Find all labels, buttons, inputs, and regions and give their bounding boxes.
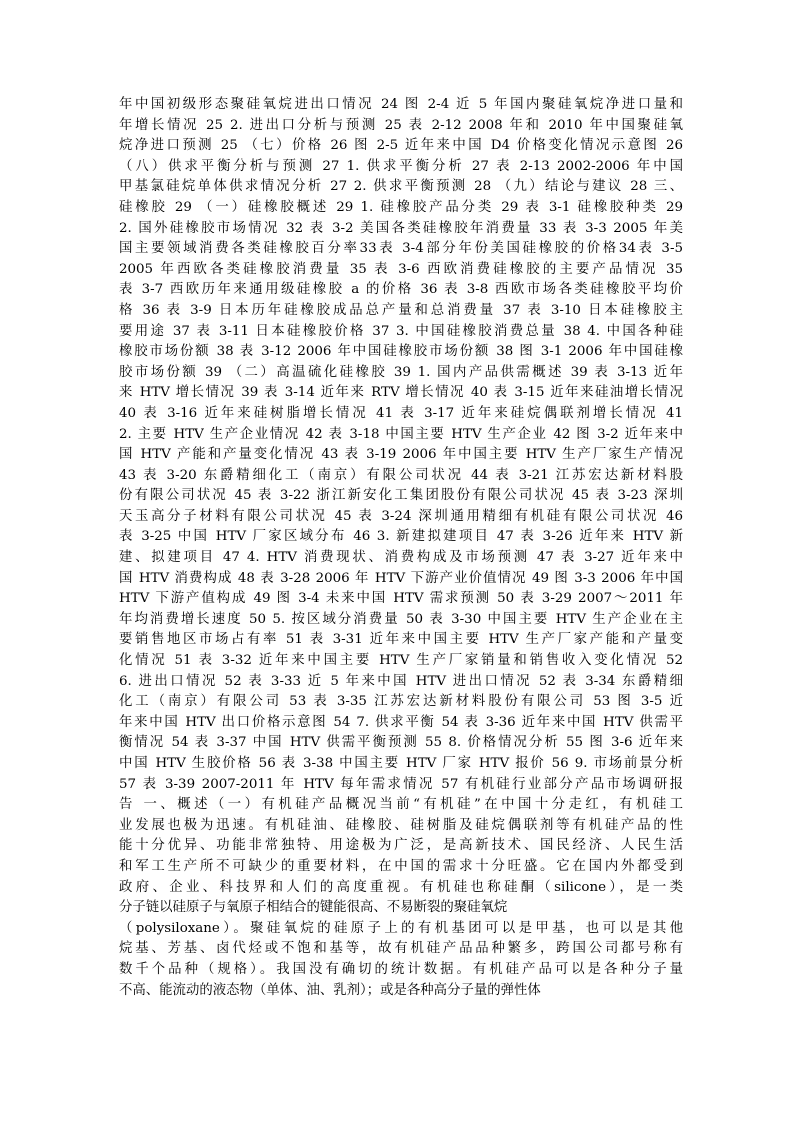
text-line: 40 表 3-16 近年来硅树脂增长情况 41 表 3-17 近年来硅烷偶联剂增长情况 41	[119, 405, 683, 421]
text-line: 年来中国 HTV 出口价格示意图 54 7. 供求平衡 54 表 3-36 近年来中国 HTV 供需平	[119, 714, 683, 730]
body-text	[119, 95, 683, 1001]
text-line: （polysiloxane）。聚硅氧烷的硅原子上的有机基团可以是甲基，也可以是其他	[119, 920, 683, 936]
text-line: 要用途 37 表 3-11 日本硅橡胶价格 37 3. 中国硅橡胶消费总量 38 4. 中国各种硅	[119, 323, 683, 339]
text-line: 政府、企业、科技界和人们的高度重视。有机硅也称硅酮（silicone），是一类	[119, 879, 683, 895]
text-line: 橡胶市场份额 38 表 3-12 2006 年中国硅橡胶市场份额 38 图 3-1 2006 年中国硅橡	[119, 344, 683, 360]
text-line: 和军工生产所不可缺少的重要材料，在中国的需求十分旺盛。它在国内外都受到	[119, 858, 683, 874]
text-line: 不高、能流动的液态物（单体、油、乳剂）；或是各种高分子量的弹性体	[119, 982, 541, 998]
text-line: 衡情况 54 表 3-37 中国 HTV 供需平衡预测 55 8. 价格情况分析 55 图 3-6 近年来	[119, 735, 683, 751]
text-line: 43 表 3-20 东爵精细化工（南京）有限公司状况 44 表 3-21 江苏宏达新材料股	[119, 467, 683, 483]
text-line: 来 HTV 增长情况 39 表 3-14 近年来 RTV 增长情况 40 表 3-15 近年来硅油增长情况	[119, 385, 683, 401]
text-line: 建、拟建项目 47 4. HTV 消费现状、消费构成及市场预测 47 表 3-27 近年来中	[119, 550, 683, 566]
text-line: 份有限公司状况 45 表 3-22 浙江新安化工集团股份有限公司状况 45 表 3-23 深圳	[119, 488, 683, 504]
text-line: 国 HTV 消费构成 48 表 3-28 2006 年 HTV 下游产业价值情况 49 图 3-3 2006 年中国	[119, 570, 683, 586]
text-line: 烷净进口预测 25 （七）价格 26 图 2-5 近年来中国 D4 价格变化情况示意图 26	[119, 138, 683, 154]
text-line: 年增长情况 25 2. 进出口分析与预测 25 表 2-12 2008 年和 2010 年中国聚硅氧	[119, 117, 683, 133]
text-line: 格 36 表 3-9 日本历年硅橡胶成品总产量和总消费量 37 表 3-10 日本硅橡胶主	[119, 302, 683, 318]
text-line: 国 HTV 产能和产量变化情况 43 表 3-19 2006 年中国主要 HTV 生产厂家生产情况	[119, 447, 683, 463]
text-line: 中国 HTV 生胶价格 56 表 3-38 中国主要 HTV 厂家 HTV 报价 56 9. 市场前景分析	[119, 756, 683, 771]
text-line: HTV 下游产值构成 49 图 3-4 未来中国 HTV 需求预测 50 表 3-29 2007～2011 年	[119, 591, 683, 607]
text-line: 表 3-7 西欧历年来通用级硅橡胶 a 的价格 36 表 3-8 西欧市场各类硅橡胶平均价	[119, 282, 683, 298]
text-line: 硅橡胶 29 （一）硅橡胶概述 29 1. 硅橡胶产品分类 29 表 3-1 硅橡胶种类 29	[119, 199, 683, 215]
text-line: 业发展也极为迅速。有机硅油、硅橡胶、硅树脂及硅烷偶联剂等有机硅产品的性	[119, 817, 683, 833]
text-line: 数千个品种（规格）。我国没有确切的统计数据。有机硅产品可以是各种分子量	[119, 961, 683, 977]
text-line: 烷基、芳基、卤代烃或不饱和基等，故有机硅产品品种繁多，跨国公司都号称有	[119, 941, 683, 957]
text-line: 年中国初级形态聚硅氧烷进出口情况 24 图 2-4 近 5 年国内聚硅氧烷净进口量和	[119, 97, 683, 112]
text-line: 年均消费增长速度 50 5. 按区域分消费量 50 表 3-30 中国主要 HTV 生产企业在主	[119, 611, 683, 627]
text-line: 表 3-25 中国 HTV 厂家区域分布 46 3. 新建拟建项目 47 表 3-26 近年来 HTV 新	[119, 529, 683, 545]
text-line: 57 表 3-39 2007-2011 年 HTV 每年需求情况 57 有机硅行业部分产品市场调研报	[119, 776, 683, 792]
text-line: 化情况 51 表 3-32 近年来中国主要 HTV 生产厂家销量和销售收入变化情况 52	[119, 653, 683, 669]
text-line: （八）供求平衡分析与预测 27 1. 供求平衡分析 27 表 2-13 2002-2006 年中国	[119, 158, 683, 174]
text-line: 天玉高分子材料有限公司状况 45 表 3-24 深圳通用精细有机硅有限公司状况 46	[119, 508, 683, 524]
text-line: 6. 进出口情况 52 表 3-33 近 5 年来中国 HTV 进出口情况 52 表 3-34 东爵精细	[119, 673, 683, 689]
text-line: 2. 国外硅橡胶市场情况 32 表 3-2 美国各类硅橡胶年消费量 33 表 3-3 2005 年美	[119, 220, 683, 236]
text-line: 分子链以硅原子与氧原子相结合的键能很高、不易断裂的聚硅氧烷	[119, 900, 508, 916]
text-line: 能十分优异、功能非常独特、用途极为广泛，是高新技术、国民经济、人民生活	[119, 838, 683, 854]
text-line: 2. 主要 HTV 生产企业情况 42 表 3-18 中国主要 HTV 生产企业 42 图 3-2 近年来中	[119, 426, 683, 442]
text-line: 胶市场份额 39 （二）高温硫化硅橡胶 39 1. 国内产品供需概述 39 表 3-13 近年	[119, 364, 683, 380]
text-line: 甲基氯硅烷单体供求情况分析 27 2. 供求平衡预测 28 （九）结论与建议 28 三、	[119, 179, 683, 195]
text-line: 告 一、概述（一）有机硅产品概况当前“有机硅”在中国十分走红，有机硅工	[119, 797, 683, 813]
text-line: 国主要领域消费各类硅橡胶百分率33表 3-4部分年份美国硅橡胶的价格34表 3-5	[119, 241, 683, 257]
text-line: 2005 年西欧各类硅橡胶消费量 35 表 3-6 西欧消费硅橡胶的主要产品情况 35	[119, 261, 683, 277]
text-line: 要销售地区市场占有率 51 表 3-31 近年来中国主要 HTV 生产厂家产能和产量变	[119, 632, 683, 648]
text-line: 化工（南京）有限公司 53 表 3-35 江苏宏达新材料股份有限公司 53 图 3-5 近	[119, 694, 683, 710]
